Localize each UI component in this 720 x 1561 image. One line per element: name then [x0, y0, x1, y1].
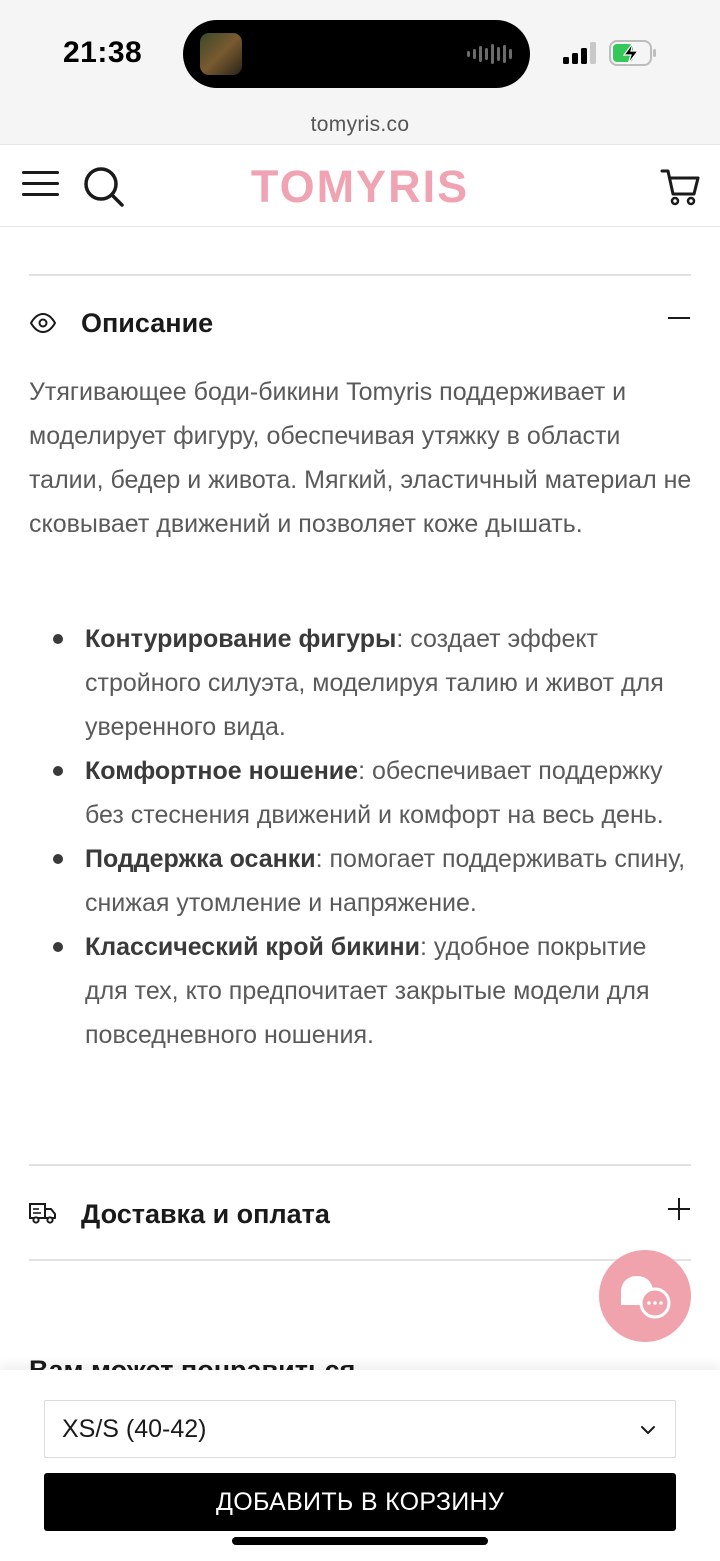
- size-select-value: XS/S (40-42): [62, 1415, 207, 1443]
- list-item: [29, 925, 694, 1057]
- chat-icon: [599, 1250, 691, 1342]
- audio-wave-icon: [467, 42, 512, 66]
- feature-name: Классический крой бикини: [85, 933, 420, 961]
- list-item: [29, 837, 694, 925]
- home-indicator: [232, 1537, 488, 1545]
- section-divider: [29, 274, 691, 276]
- url-text: tomyris.co: [310, 113, 410, 136]
- site-header: [0, 144, 720, 227]
- chevron-down-icon: [637, 1419, 659, 1441]
- battery-charging-icon: [609, 40, 657, 66]
- plus-icon[interactable]: [667, 1197, 691, 1221]
- delivery-accordion-header[interactable]: [29, 1197, 691, 1237]
- feature-name: Контурирование фигуры: [85, 625, 397, 653]
- chat-button[interactable]: [599, 1250, 691, 1342]
- dynamic-island[interactable]: [183, 20, 530, 88]
- feature-text: : удобное покрытие для тех, кто предпочитает закрытые модели для повседневного ношения.: [85, 933, 650, 1049]
- cellular-signal-icon: [563, 42, 599, 64]
- list-item: [29, 749, 694, 837]
- description-accordion-header[interactable]: [29, 306, 691, 346]
- feature-name: Поддержка осанки: [85, 845, 316, 873]
- add-to-cart-button[interactable]: ДОБАВИТЬ В КОРЗИНУ: [44, 1473, 676, 1531]
- feature-text: : обеспечивает поддержку без стеснения движений и комфорт на весь день.: [85, 757, 664, 829]
- section-divider: [29, 1164, 691, 1166]
- minus-icon[interactable]: [667, 306, 691, 330]
- feature-name: Комфортное ношение: [85, 757, 359, 785]
- status-time: 21:38: [63, 36, 143, 69]
- delivery-truck-icon: [29, 1201, 57, 1225]
- browser-url-bar[interactable]: [0, 106, 720, 144]
- status-bar: [0, 0, 720, 106]
- feature-text: : помогает поддерживать спину, снижая утомление и напряжение.: [85, 845, 686, 917]
- size-select[interactable]: [44, 1400, 676, 1458]
- cart-icon[interactable]: [660, 167, 700, 207]
- section-divider: [29, 1259, 691, 1261]
- sticky-purchase-bar: [0, 1370, 720, 1561]
- delivery-title: Доставка и оплата: [81, 1199, 330, 1229]
- feature-list: [29, 617, 694, 1057]
- eye-icon: [29, 312, 57, 334]
- feature-text: : создает эффект стройного силуэта, моделируя талию и живот для уверенного вида.: [85, 625, 664, 741]
- description-paragraph: Утягивающее боди-бикини Tomyris поддерживает и моделирует фигуру, обеспечивая утяжку в области талии, бедер и живота. Мягкий, эластичный материал не сковывает движений и позволяет коже дышать.: [29, 378, 692, 538]
- description-title: Описание: [81, 308, 214, 338]
- now-playing-artwork: [200, 33, 242, 75]
- list-item: [29, 617, 694, 749]
- brand-logo[interactable]: TOMYRIS: [250, 161, 470, 212]
